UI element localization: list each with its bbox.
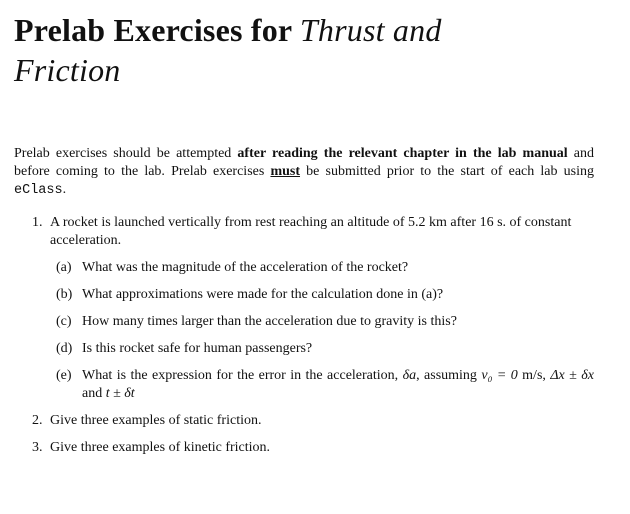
- subquestion-d: [50, 340, 594, 358]
- subquestion-text-a: What is the expression for the error in the acceleration,: [82, 368, 403, 383]
- question-3: [14, 439, 594, 457]
- intro-text-1: Prelab exercises should be attempted: [14, 146, 238, 161]
- question-text: Give three examples of kinetic friction.: [50, 440, 271, 455]
- intro-text-4: .: [62, 182, 67, 197]
- question-number: 2.: [32, 413, 43, 428]
- page-title: [14, 10, 594, 90]
- subquestion-text: What was the magnitude of the acceleration of the rocket?: [82, 260, 409, 275]
- subquestion-text-b: , assuming: [416, 368, 482, 383]
- math-delta-x: Δx ± δx: [550, 368, 595, 383]
- subquestion-text: Is this rocket safe for human passengers?: [82, 341, 313, 356]
- subquestion-text: What approximations were made for the calculation done in (a)?: [82, 287, 444, 302]
- question-1: [14, 214, 594, 403]
- question-number: 3.: [32, 440, 43, 455]
- subquestion-label: (e): [56, 368, 72, 383]
- subquestion-label: (a): [56, 260, 72, 275]
- question-number: 1.: [32, 215, 43, 230]
- math-v0: v₀ = 0: [481, 368, 518, 383]
- prelab-page: [14, 10, 594, 457]
- question-text: A rocket is launched vertically from rest reaching an altitude of 5.2 km after 16 s. of constant acceleration.: [50, 215, 572, 248]
- subquestion-text-c: m/s,: [517, 368, 551, 383]
- subquestion-text: How many times larger than the acceleration due to gravity is this?: [82, 314, 457, 329]
- question-text: Give three examples of static friction.: [50, 413, 262, 428]
- title-italic-2: Friction: [14, 52, 121, 88]
- subquestion-text-d: and: [82, 386, 106, 401]
- subquestion-label: (b): [56, 287, 73, 302]
- math-delta-a: δa: [402, 368, 417, 383]
- subquestion-label: (c): [56, 314, 72, 329]
- intro-must: must: [270, 164, 301, 179]
- subquestion-list: [50, 259, 594, 403]
- math-delta-t: t ± δt: [105, 386, 135, 401]
- subquestion-a: [50, 259, 594, 277]
- subquestion-c: [50, 313, 594, 331]
- subquestion-label: (d): [56, 341, 73, 356]
- title-bold: Prelab Exercises for: [14, 12, 292, 48]
- question-2: [14, 412, 594, 430]
- intro-bold: after reading the relevant chapter in the lab manual: [237, 146, 568, 161]
- subquestion-b: [50, 286, 594, 304]
- subquestion-e: [50, 367, 594, 403]
- intro-paragraph: [14, 145, 594, 200]
- title-italic-1: Thrust and: [299, 12, 442, 48]
- intro-text-2: and before coming to the lab. Prelab exercises: [14, 146, 594, 179]
- intro-eclass: eClass: [14, 183, 63, 198]
- intro-text-3: be submitted prior to the start of each lab using: [300, 164, 594, 179]
- question-list: [14, 214, 594, 457]
